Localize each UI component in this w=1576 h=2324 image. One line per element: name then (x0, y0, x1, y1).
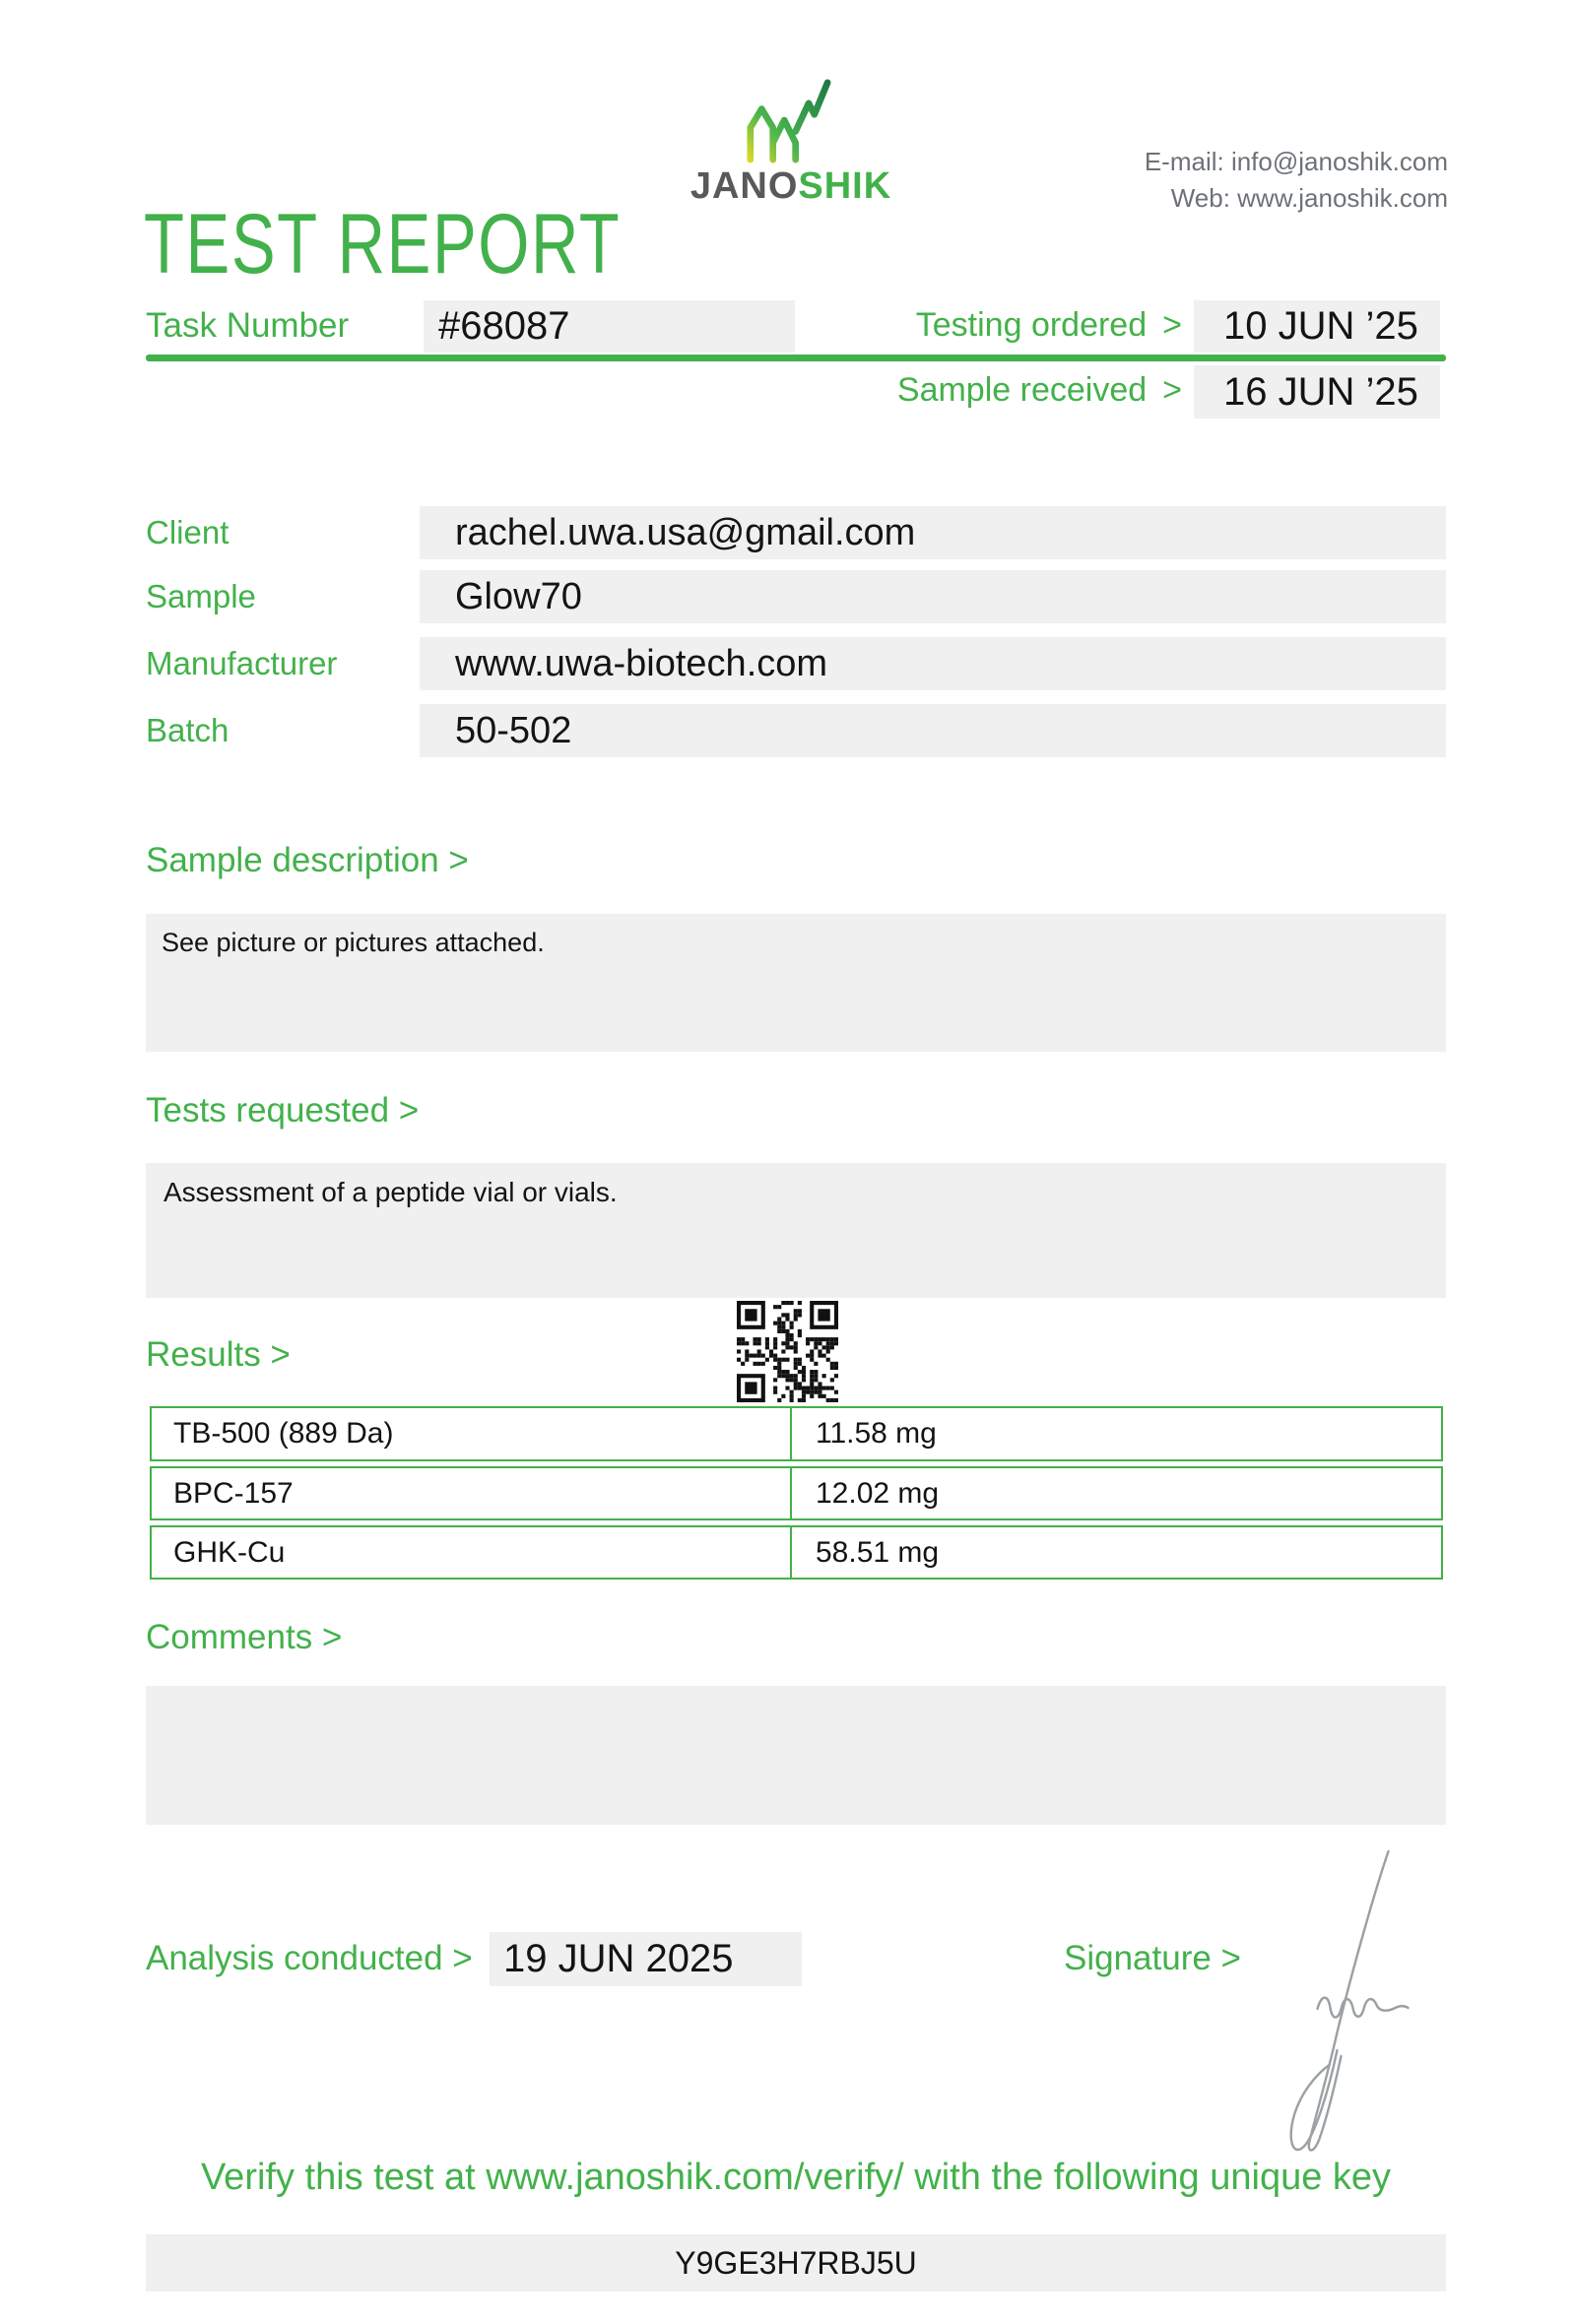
results-row-3-analyte: GHK-Cu (173, 1535, 286, 1569)
sample-received-field (1194, 365, 1440, 419)
testing-ordered-label: Testing ordered > (915, 306, 1182, 344)
qr-code (737, 1301, 838, 1402)
contact-web: Web: www.janoshik.com (1170, 183, 1448, 213)
analysis-conducted-label: Analysis conducted > (146, 1939, 473, 1977)
results-row-3-amount: 58.51 mg (816, 1535, 940, 1569)
tests-requested-heading: Tests requested > (146, 1091, 420, 1130)
analysis-date-value: 19 JUN 2025 (503, 1937, 734, 1980)
results-row-2 (150, 1466, 1443, 1520)
manufacturer-value: www.uwa-biotech.com (455, 642, 828, 684)
results-row-2-amount: 12.02 mg (816, 1476, 940, 1510)
sample-value: Glow70 (455, 575, 582, 617)
client-field (420, 506, 1446, 559)
logo-shik: SHIK (798, 165, 892, 207)
manufacturer-label: Manufacturer (146, 645, 338, 681)
sample-label: Sample (146, 578, 256, 614)
testing-ordered-value: 10 JUN ’25 (1223, 304, 1418, 348)
verify-key-value: Y9GE3H7RBJ5U (675, 2244, 917, 2281)
task-number-field (424, 300, 795, 353)
results-row-1 (150, 1406, 1443, 1461)
batch-value: 50-502 (455, 709, 572, 751)
task-number-label: Task Number (146, 306, 350, 345)
page-title: TEST REPORT (144, 197, 622, 291)
tests-requested-text: Assessment of a peptide vial or vials. (164, 1177, 618, 1207)
verify-key-box (146, 2234, 1446, 2292)
contact-email: E-mail: info@janoshik.com (1144, 147, 1448, 176)
sample-field (420, 570, 1446, 623)
verify-instruction: Verify this test at www.janoshik.com/verify/ with the following unique key (200, 2157, 1392, 2198)
results-row-2-analyte: BPC-157 (173, 1476, 294, 1510)
comments-text (146, 1686, 164, 1700)
contact-block (985, 144, 1448, 217)
testing-ordered-arrow: > (1162, 306, 1182, 344)
manufacturer-field (420, 637, 1446, 690)
batch-label: Batch (146, 712, 230, 748)
results-heading: Results > (146, 1335, 291, 1374)
janoshik-logo-wordmark (680, 165, 902, 208)
tests-requested-box (146, 1163, 1446, 1298)
sample-received-arrow: > (1162, 371, 1182, 409)
client-label: Client (146, 514, 230, 550)
sample-description-box (146, 914, 1446, 1052)
results-row-1-analyte: TB-500 (889 Da) (173, 1417, 394, 1450)
client-value: rachel.uwa.usa@gmail.com (455, 511, 916, 553)
analysis-date-field (490, 1932, 802, 1986)
sample-received-label: Sample received > (896, 371, 1182, 409)
signature-label: Signature > (1064, 1939, 1241, 1977)
task-number-value: #68087 (438, 304, 570, 348)
signature-image (1271, 1843, 1433, 2168)
comments-box (146, 1686, 1446, 1825)
logo-jano: JANO (690, 165, 799, 207)
comments-heading: Comments > (146, 1618, 343, 1656)
sample-description-text: See picture or pictures attached. (162, 928, 545, 957)
results-row-1-amount: 11.58 mg (816, 1417, 937, 1450)
results-row-3 (150, 1525, 1443, 1580)
batch-field (420, 704, 1446, 757)
janoshik-logo-icon (741, 79, 835, 163)
sample-received-value: 16 JUN ’25 (1223, 369, 1418, 414)
header-divider (146, 355, 1446, 361)
sample-description-heading: Sample description > (146, 841, 469, 879)
testing-ordered-field (1194, 300, 1440, 353)
